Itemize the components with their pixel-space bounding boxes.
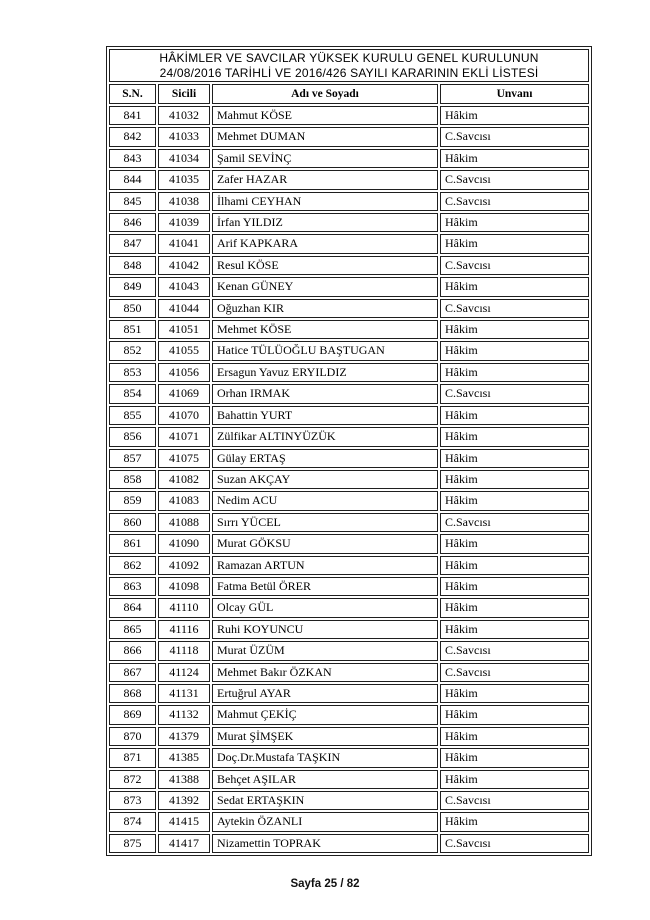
table-row [109, 770, 589, 789]
serial-number-cell: 842 [109, 127, 156, 146]
name-cell: Bahattin YURT [212, 406, 438, 425]
serial-number-cell: 860 [109, 513, 156, 532]
registry-number-cell: 41032 [158, 106, 210, 125]
document-title-row [109, 49, 589, 82]
registry-number-cell: 41043 [158, 277, 210, 296]
title-cell: Hâkim [440, 598, 589, 617]
registry-number-cell: 41385 [158, 748, 210, 767]
name-cell: Gülay ERTAŞ [212, 449, 438, 468]
title-cell: Hâkim [440, 470, 589, 489]
title-cell: Hâkim [440, 149, 589, 168]
table-row [109, 427, 589, 446]
registry-number-cell: 41090 [158, 534, 210, 553]
title-cell: Hâkim [440, 770, 589, 789]
title-cell: Hâkim [440, 556, 589, 575]
serial-number-cell: 864 [109, 598, 156, 617]
registry-number-cell: 41124 [158, 663, 210, 682]
name-cell: Mehmet Bakır ÖZKAN [212, 663, 438, 682]
table-row [109, 812, 589, 831]
name-cell: Mahmut ÇEKİÇ [212, 705, 438, 724]
name-cell: Mehmet KÖSE [212, 320, 438, 339]
name-cell: İrfan YILDIZ [212, 213, 438, 232]
registry-number-cell: 41082 [158, 470, 210, 489]
registry-number-cell: 41070 [158, 406, 210, 425]
serial-number-cell: 859 [109, 491, 156, 510]
table-row [109, 705, 589, 724]
registry-number-cell: 41132 [158, 705, 210, 724]
title-cell: Hâkim [440, 406, 589, 425]
serial-number-cell: 866 [109, 641, 156, 660]
title-cell: C.Savcısı [440, 641, 589, 660]
title-cell: C.Savcısı [440, 791, 589, 810]
serial-number-cell: 844 [109, 170, 156, 189]
registry-number-cell: 41379 [158, 727, 210, 746]
title-cell: Hâkim [440, 705, 589, 724]
table-row [109, 299, 589, 318]
serial-number-cell: 861 [109, 534, 156, 553]
name-cell: Orhan IRMAK [212, 384, 438, 403]
title-cell: Hâkim [440, 449, 589, 468]
serial-number-cell: 863 [109, 577, 156, 596]
title-cell: Hâkim [440, 277, 589, 296]
registry-number-cell: 41042 [158, 256, 210, 275]
name-cell: Hatice TÜLÜOĞLU BAŞTUGAN [212, 341, 438, 360]
registry-number-cell: 41051 [158, 320, 210, 339]
table-row [109, 577, 589, 596]
table-row [109, 127, 589, 146]
serial-number-cell: 853 [109, 363, 156, 382]
table-row [109, 341, 589, 360]
registry-number-cell: 41098 [158, 577, 210, 596]
page-number-footer: Sayfa 25 / 82 [290, 878, 360, 890]
serial-number-cell: 850 [109, 299, 156, 318]
column-header-unvan: Unvanı [440, 84, 589, 104]
title-cell: Hâkim [440, 812, 589, 831]
serial-number-cell: 849 [109, 277, 156, 296]
name-cell: Resul KÖSE [212, 256, 438, 275]
table-row [109, 256, 589, 275]
table-row [109, 170, 589, 189]
document-title-line2: 24/08/2016 TARİHLİ VE 2016/426 SAYILI KARARININ EKLİ LİSTESİ [159, 65, 539, 80]
title-cell: Hâkim [440, 727, 589, 746]
name-cell: Murat ÜZÜM [212, 641, 438, 660]
name-cell: Zafer HAZAR [212, 170, 438, 189]
title-cell: Hâkim [440, 427, 589, 446]
serial-number-cell: 872 [109, 770, 156, 789]
title-cell: Hâkim [440, 363, 589, 382]
name-cell: Murat GÖKSU [212, 534, 438, 553]
registry-number-cell: 41415 [158, 812, 210, 831]
table-row [109, 791, 589, 810]
name-cell: Şamil SEVİNÇ [212, 149, 438, 168]
name-cell: Sırrı YÜCEL [212, 513, 438, 532]
name-cell: Ersagun Yavuz ERYILDIZ [212, 363, 438, 382]
table-row [109, 149, 589, 168]
title-cell: Hâkim [440, 320, 589, 339]
registry-number-cell: 41388 [158, 770, 210, 789]
serial-number-cell: 858 [109, 470, 156, 489]
registry-number-cell: 41035 [158, 170, 210, 189]
name-cell: Ruhi KOYUNCU [212, 620, 438, 639]
name-cell: Nizamettin TOPRAK [212, 834, 438, 853]
table-row [109, 834, 589, 853]
judges-prosecutors-list-table [106, 46, 592, 856]
table-row [109, 748, 589, 767]
title-cell: Hâkim [440, 234, 589, 253]
name-cell: Murat ŞİMŞEK [212, 727, 438, 746]
title-cell: C.Savcısı [440, 384, 589, 403]
table-row [109, 727, 589, 746]
name-cell: İlhami CEYHAN [212, 192, 438, 211]
title-cell: Hâkim [440, 341, 589, 360]
serial-number-cell: 852 [109, 341, 156, 360]
title-cell: Hâkim [440, 620, 589, 639]
name-cell: Nedim ACU [212, 491, 438, 510]
registry-number-cell: 41417 [158, 834, 210, 853]
registry-number-cell: 41116 [158, 620, 210, 639]
name-cell: Ertuğrul AYAR [212, 684, 438, 703]
serial-number-cell: 873 [109, 791, 156, 810]
table-row [109, 406, 589, 425]
column-header-sicil: Sicili [158, 84, 210, 104]
registry-number-cell: 41092 [158, 556, 210, 575]
table-row [109, 534, 589, 553]
title-cell: Hâkim [440, 577, 589, 596]
column-header-name: Adı ve Soyadı [212, 84, 438, 104]
column-header-row [109, 84, 589, 104]
name-cell: Ramazan ARTUN [212, 556, 438, 575]
table-row [109, 641, 589, 660]
serial-number-cell: 857 [109, 449, 156, 468]
name-cell: Behçet AŞILAR [212, 770, 438, 789]
table-row [109, 470, 589, 489]
registry-number-cell: 41075 [158, 449, 210, 468]
name-cell: Arif KAPKARA [212, 234, 438, 253]
name-cell: Oğuzhan KIR [212, 299, 438, 318]
title-cell: Hâkim [440, 534, 589, 553]
serial-number-cell: 865 [109, 620, 156, 639]
registry-number-cell: 41055 [158, 341, 210, 360]
serial-number-cell: 855 [109, 406, 156, 425]
serial-number-cell: 874 [109, 812, 156, 831]
serial-number-cell: 871 [109, 748, 156, 767]
table-row [109, 106, 589, 125]
table-row [109, 513, 589, 532]
serial-number-cell: 862 [109, 556, 156, 575]
table-row [109, 620, 589, 639]
table-row [109, 684, 589, 703]
serial-number-cell: 867 [109, 663, 156, 682]
serial-number-cell: 875 [109, 834, 156, 853]
title-cell: C.Savcısı [440, 127, 589, 146]
serial-number-cell: 868 [109, 684, 156, 703]
registry-number-cell: 41118 [158, 641, 210, 660]
title-cell: Hâkim [440, 106, 589, 125]
name-cell: Fatma Betül ÖRER [212, 577, 438, 596]
table-row [109, 277, 589, 296]
name-cell: Doç.Dr.Mustafa TAŞKIN [212, 748, 438, 767]
title-cell: C.Savcısı [440, 299, 589, 318]
name-cell: Suzan AKÇAY [212, 470, 438, 489]
table-row [109, 320, 589, 339]
registry-number-cell: 41041 [158, 234, 210, 253]
registry-number-cell: 41069 [158, 384, 210, 403]
title-cell: C.Savcısı [440, 256, 589, 275]
title-cell: C.Savcısı [440, 192, 589, 211]
title-cell: Hâkim [440, 213, 589, 232]
registry-number-cell: 41110 [158, 598, 210, 617]
registry-number-cell: 41088 [158, 513, 210, 532]
name-cell: Sedat ERTAŞKIN [212, 791, 438, 810]
table-row [109, 598, 589, 617]
registry-number-cell: 41038 [158, 192, 210, 211]
serial-number-cell: 869 [109, 705, 156, 724]
registry-number-cell: 41033 [158, 127, 210, 146]
title-cell: Hâkim [440, 684, 589, 703]
serial-number-cell: 847 [109, 234, 156, 253]
serial-number-cell: 841 [109, 106, 156, 125]
name-cell: Aytekin ÖZANLI [212, 812, 438, 831]
serial-number-cell: 846 [109, 213, 156, 232]
registry-number-cell: 41392 [158, 791, 210, 810]
name-cell: Mehmet DUMAN [212, 127, 438, 146]
registry-number-cell: 41083 [158, 491, 210, 510]
table-row [109, 491, 589, 510]
serial-number-cell: 870 [109, 727, 156, 746]
registry-number-cell: 41034 [158, 149, 210, 168]
table-row [109, 363, 589, 382]
name-cell: Mahmut KÖSE [212, 106, 438, 125]
serial-number-cell: 856 [109, 427, 156, 446]
table-row [109, 556, 589, 575]
table-row [109, 449, 589, 468]
table-row [109, 192, 589, 211]
title-cell: C.Savcısı [440, 834, 589, 853]
registry-number-cell: 41071 [158, 427, 210, 446]
name-cell: Zülfikar ALTINYÜZÜK [212, 427, 438, 446]
title-cell: Hâkim [440, 748, 589, 767]
column-header-sn: S.N. [109, 84, 156, 104]
document-title-line1: HÂKİMLER VE SAVCILAR YÜKSEK KURULU GENEL KURULUNUN [159, 51, 539, 65]
serial-number-cell: 848 [109, 256, 156, 275]
name-cell: Olcay GÜL [212, 598, 438, 617]
serial-number-cell: 843 [109, 149, 156, 168]
title-cell: Hâkim [440, 491, 589, 510]
serial-number-cell: 851 [109, 320, 156, 339]
registry-number-cell: 41039 [158, 213, 210, 232]
title-cell: C.Savcısı [440, 513, 589, 532]
title-cell: C.Savcısı [440, 170, 589, 189]
table-row [109, 213, 589, 232]
name-cell: Kenan GÜNEY [212, 277, 438, 296]
table-row [109, 384, 589, 403]
table-row [109, 663, 589, 682]
table-row [109, 234, 589, 253]
registry-number-cell: 41056 [158, 363, 210, 382]
serial-number-cell: 845 [109, 192, 156, 211]
registry-number-cell: 41044 [158, 299, 210, 318]
registry-number-cell: 41131 [158, 684, 210, 703]
serial-number-cell: 854 [109, 384, 156, 403]
document-title-cell [109, 49, 589, 82]
title-cell: C.Savcısı [440, 663, 589, 682]
